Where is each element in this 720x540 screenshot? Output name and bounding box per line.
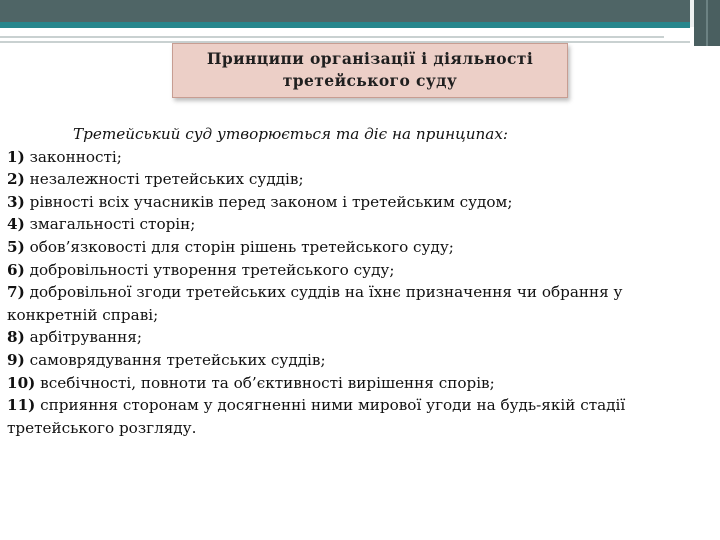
header-dark-bar bbox=[0, 0, 690, 22]
principle-text: незалежності третейських суддів; bbox=[29, 170, 304, 189]
principle-item bbox=[7, 259, 713, 282]
slide-title-line-2: третейського суду bbox=[282, 71, 458, 90]
principle-text: законності; bbox=[29, 147, 122, 166]
principle-text: обов’язковості для сторін рішень третейського суду; bbox=[29, 237, 454, 256]
principle-number: 7) bbox=[7, 283, 25, 302]
principle-number: 3) bbox=[7, 192, 25, 211]
principle-item bbox=[7, 146, 713, 169]
principle-item bbox=[7, 168, 713, 191]
principle-text: добровільної згоди третейських суддів на їхнє призначення чи обрання у конкретній справі; bbox=[7, 283, 623, 324]
header-accent-bar bbox=[0, 22, 690, 28]
principle-text: арбітрування; bbox=[29, 328, 142, 347]
principle-number: 6) bbox=[7, 260, 25, 279]
slide-title-box bbox=[172, 43, 568, 98]
principle-number: 9) bbox=[7, 350, 25, 369]
principle-text: всебічності, повноти та об’єктивності вирішення спорів; bbox=[40, 373, 495, 392]
principle-item bbox=[7, 213, 713, 236]
principles-text bbox=[7, 123, 713, 439]
principle-text: самоврядування третейських суддів; bbox=[29, 350, 326, 369]
principle-text: добровільності утворення третейського суду; bbox=[29, 260, 395, 279]
principle-item bbox=[7, 372, 713, 395]
principle-number: 11) bbox=[7, 396, 36, 415]
principle-number: 8) bbox=[7, 328, 25, 347]
principle-item bbox=[7, 349, 713, 372]
intro-sentence: Третейський суд утворюється та діє на принципах: bbox=[73, 125, 509, 143]
principle-item bbox=[7, 326, 713, 349]
header-corner-stripe bbox=[706, 0, 708, 46]
principle-number: 5) bbox=[7, 237, 25, 256]
principle-item bbox=[7, 191, 713, 214]
principle-item bbox=[7, 394, 713, 439]
principle-number: 4) bbox=[7, 215, 25, 234]
principle-item bbox=[7, 281, 713, 326]
principle-text: сприяння сторонам у досягненні ними мирової угоди на будь-якій стадії третейського розгляду. bbox=[7, 396, 626, 437]
header-divider-line bbox=[0, 36, 664, 38]
principle-number: 1) bbox=[7, 147, 25, 166]
principle-text: рівності всіх учасників перед законом і третейським судом; bbox=[29, 192, 513, 211]
slide-title-line-1: Принципи організації і діяльності bbox=[206, 49, 534, 68]
principle-item bbox=[7, 236, 713, 259]
principle-number: 10) bbox=[7, 373, 36, 392]
principle-number: 2) bbox=[7, 170, 25, 189]
principle-text: змагальності сторін; bbox=[29, 215, 196, 234]
